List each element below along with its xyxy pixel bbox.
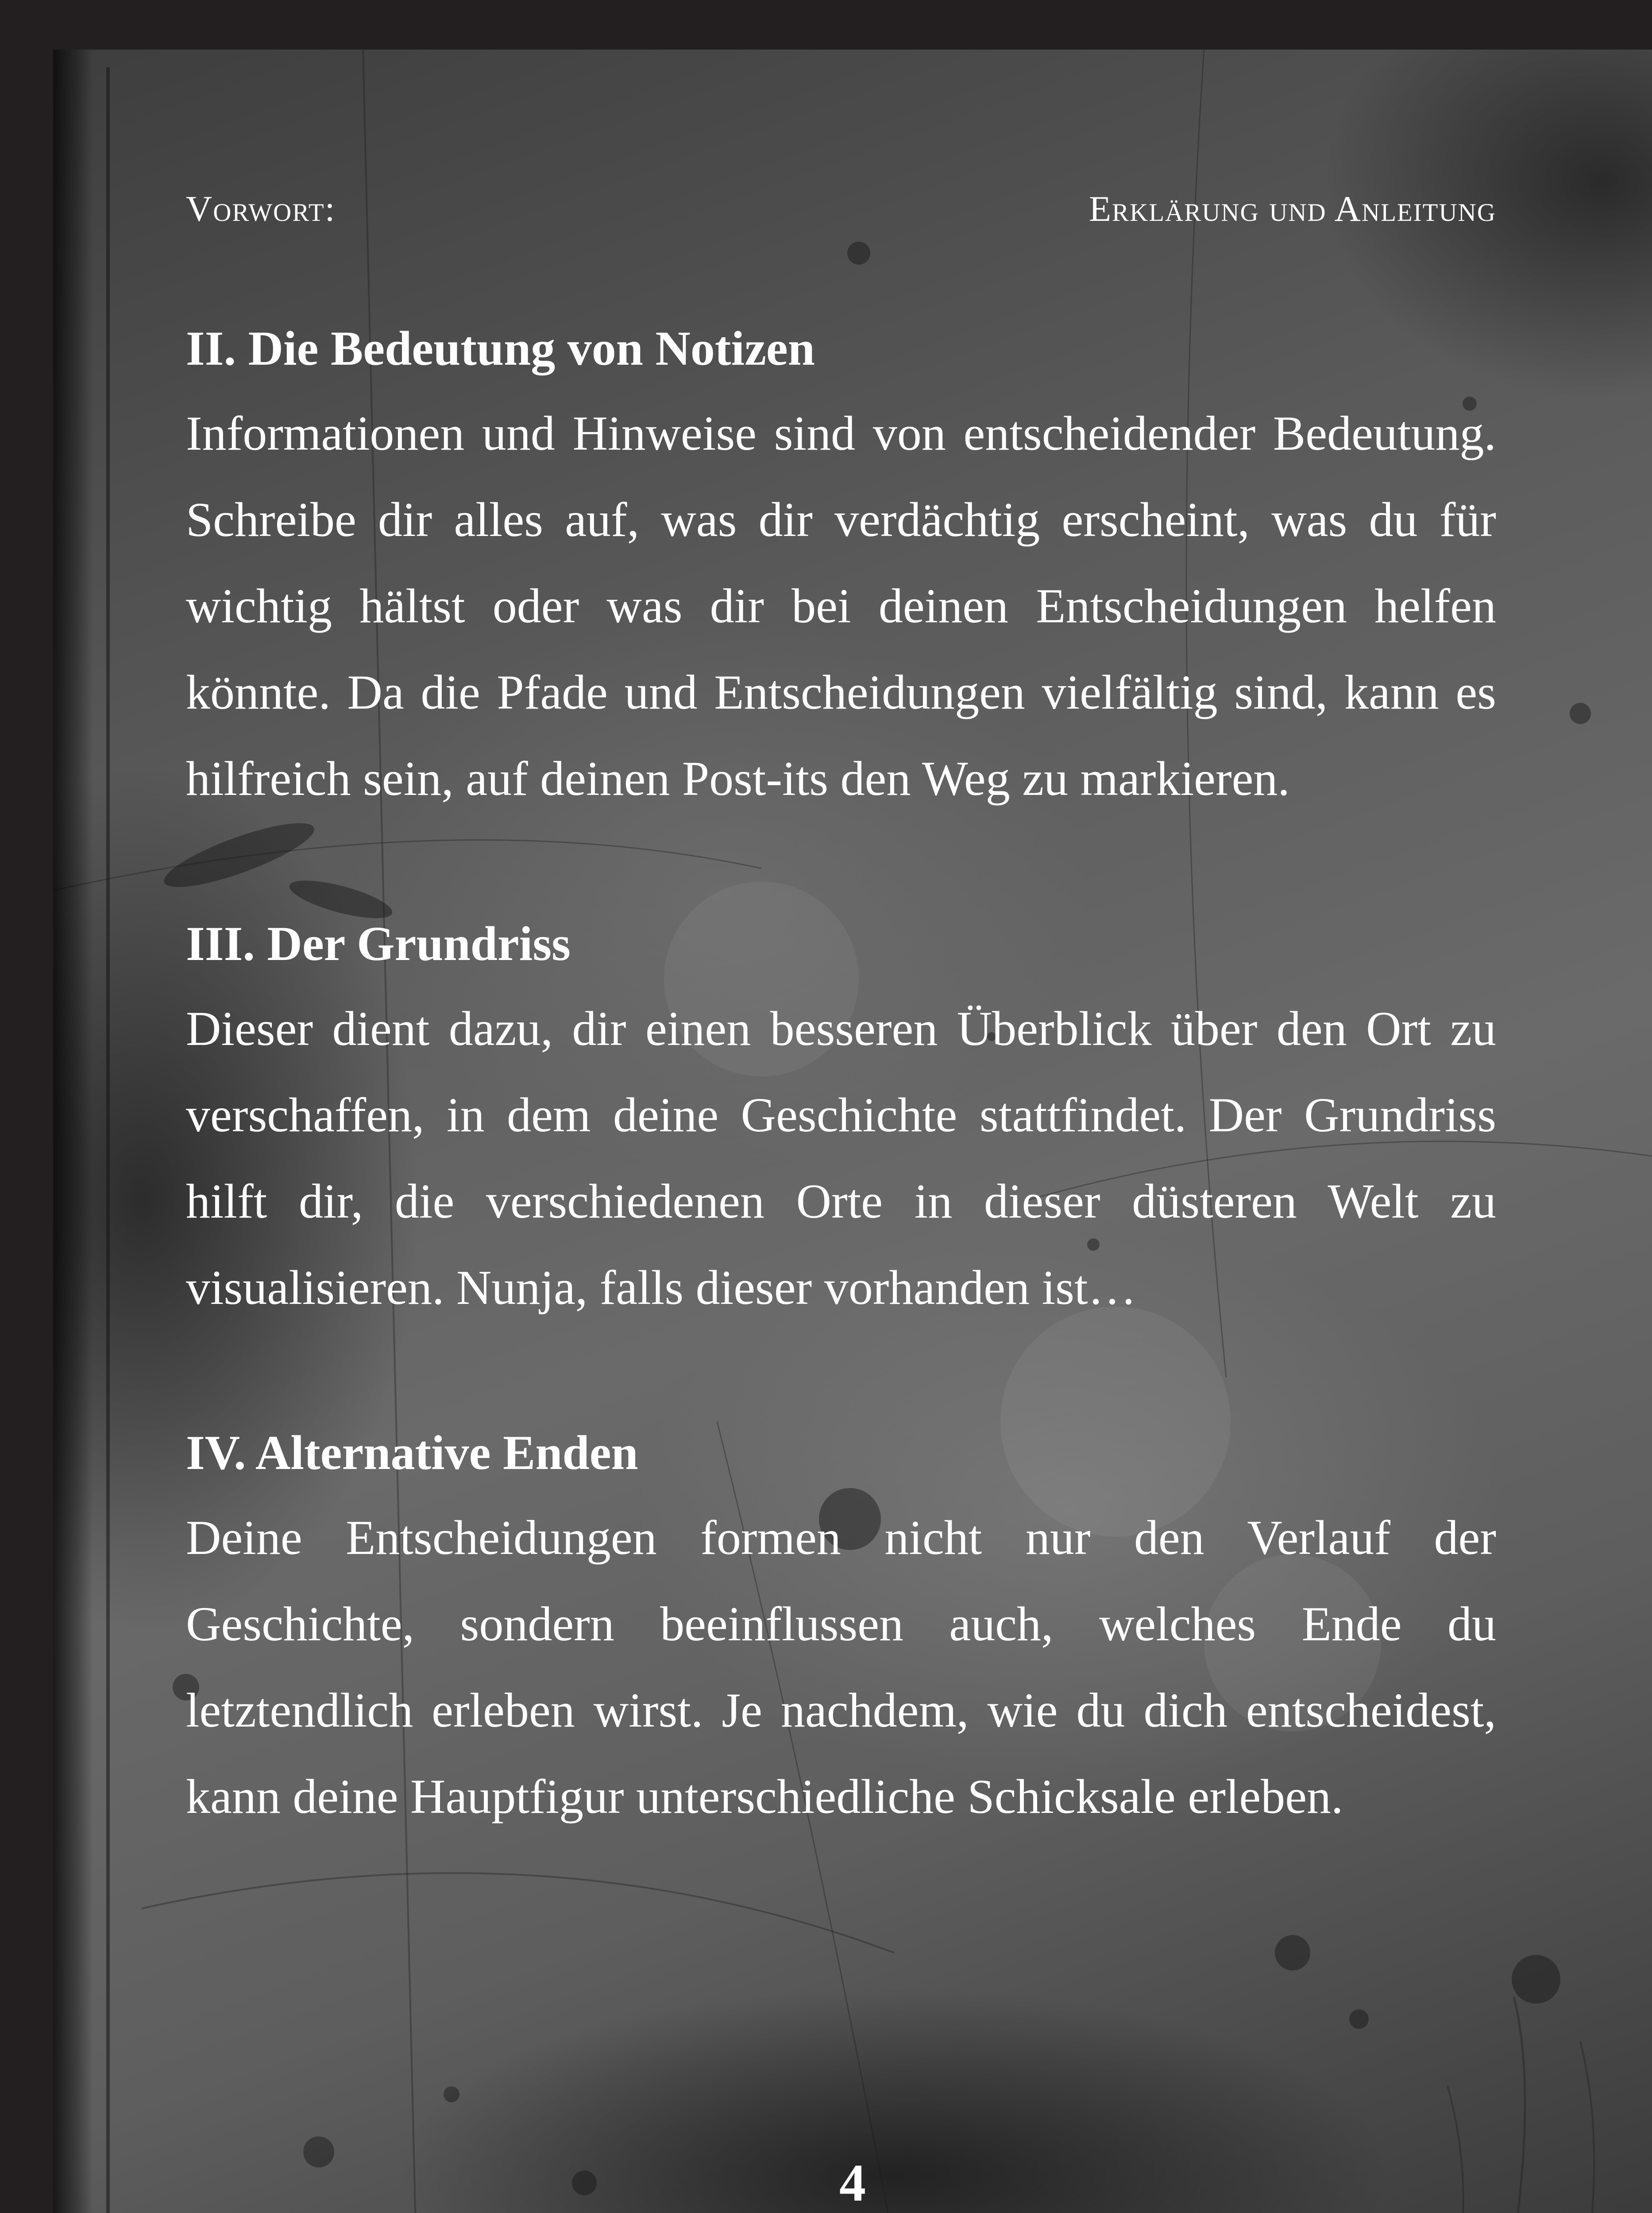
page: [53, 50, 1652, 2213]
section-heading: II. Die Bedeutung von Notizen: [186, 321, 815, 375]
section-paragraph: Deine Entscheidungen formen nicht nur den Verlauf der Geschichte, sondern beeinflussen auch, welches Ende du letztendlich erleben wirst. Je nachdem, wie du dich entscheidest, kann deine Hauptfigur unterschiedliche Schicksale erleben.: [186, 1511, 1496, 1824]
section-heading: III. Der Grundriss: [186, 917, 571, 971]
page-left-shadow: [53, 50, 93, 2213]
section-paragraph: Dieser dient dazu, dir einen besseren Überblick über den Ort zu verschaffen, in dem deine Geschichte stattfindet. Der Grundriss hilft dir, die verschiedenen Orte in dieser düsteren Welt zu visualisieren. Nunja, falls dieser vorhanden ist…: [186, 1002, 1496, 1315]
page-number: 4: [839, 2153, 866, 2212]
page-content: [186, 306, 1496, 1920]
page-left-border-line: [106, 67, 110, 2213]
section-heading: IV. Alternative Enden: [186, 1426, 638, 1480]
section-paragraph: Informationen und Hinweise sind von entscheidender Bedeutung. Schreibe dir alles auf, was dir verdächtig erscheint, was du für wichtig hältst oder was dir bei deinen Entscheidungen helfen könnte. Da die Pfade und Entscheidungen vielfältig sind, kann es hilfreich sein, auf deinen Post-its den Weg zu markieren.: [186, 406, 1496, 806]
section-floor-plan: [186, 902, 1496, 1331]
running-header: [186, 173, 1496, 244]
section-notes: [186, 306, 1496, 822]
header-chapter: Vorwort:: [186, 189, 336, 229]
header-section-title: Erklärung und Anleitung: [1088, 189, 1496, 229]
section-alternative-endings: [186, 1411, 1496, 1840]
